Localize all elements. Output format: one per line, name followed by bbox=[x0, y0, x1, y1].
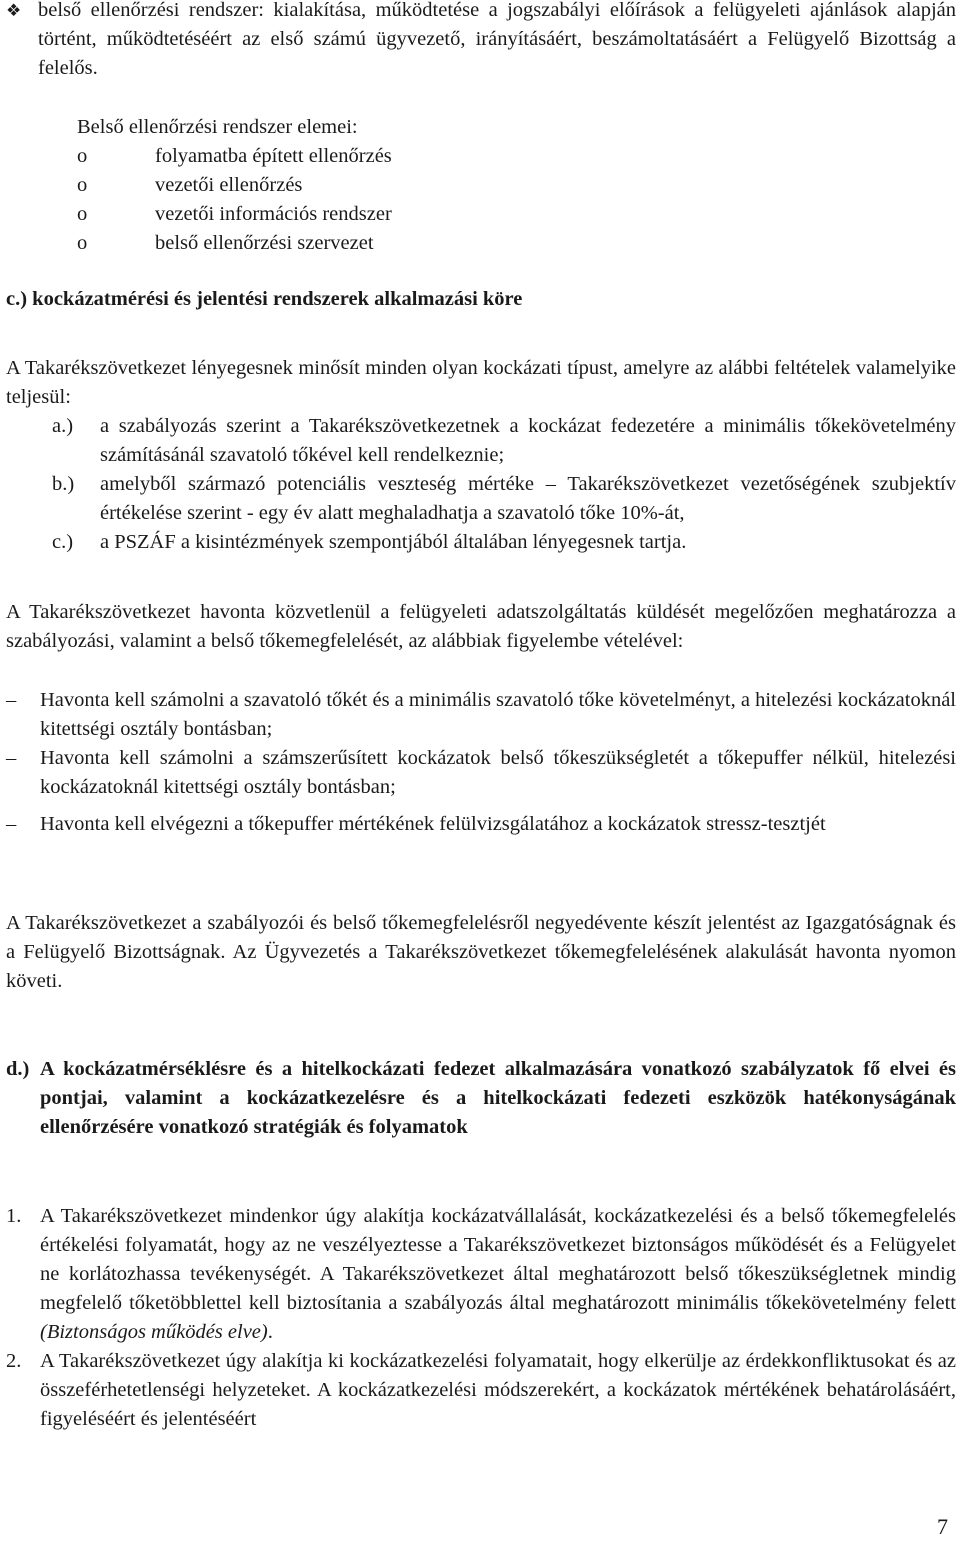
principle-note: (Biztonságos működés elve) bbox=[40, 1321, 268, 1343]
dash-bullet: – bbox=[6, 813, 17, 835]
list-item: c.) a PSZÁF a kisintézmények szempontjából általában lényegesnek tartja. bbox=[6, 528, 956, 557]
list-item: o folyamatba épített ellenőrzés bbox=[77, 142, 947, 171]
dash-bullet: – bbox=[6, 747, 17, 769]
dash-bullet: – bbox=[6, 689, 17, 711]
section-d-heading bbox=[6, 1055, 956, 1142]
materiality-intro: A Takarékszövetkezet lényegesnek minősít minden olyan kockázati típust, amelyre az alábbi feltételek valamelyike teljesül: bbox=[6, 357, 956, 408]
principles-list bbox=[6, 1202, 956, 1434]
item-number: 1. bbox=[6, 1205, 22, 1227]
item-marker: b.) bbox=[52, 473, 75, 495]
list-item: a.) a szabályozás szerint a Takarékszövetkezetnek a kockázat fedezetére a minimális tőkekövetelmény számításánál szavatoló tőkével kell rendelkeznie; bbox=[6, 412, 956, 470]
circle-bullet: o bbox=[77, 174, 88, 196]
internal-control-bullet bbox=[6, 0, 956, 83]
list-item: b.) amelyből származó potenciális veszteség mértéke – Takarékszövetkezet vezetőségének szubjektív értékelése szerint - egy év alatt meghaladhatja a szavatoló tőke 10%-át, bbox=[6, 470, 956, 528]
list-item: o vezetői ellenőrzés bbox=[77, 171, 947, 200]
quarterly-report-paragraph: A Takarékszövetkezet a szabályozói és belső tőkemegfelelésről negyedévente készít jelentést az Igazgatóságnak és a Felügyelő Bizottságnak. Az Ügyvezetés a Takarékszövetkezet tőkemegfelelésének alakulását havonta nyomon követi. bbox=[6, 912, 956, 992]
section-c-heading: c.) kockázatmérési és jelentési rendszerek alkalmazási köre bbox=[6, 288, 523, 310]
control-elements-title: Belső ellenőrzési rendszer elemei: bbox=[77, 116, 358, 138]
item-number: 2. bbox=[6, 1350, 22, 1372]
circle-bullet: o bbox=[77, 203, 88, 225]
list-item: – Havonta kell elvégezni a tőkepuffer mértékének felülvizsgálatához a kockázatok stressz-tesztjét bbox=[6, 810, 956, 839]
list-item: 1. A Takarékszövetkezet mindenkor úgy alakítja kockázatvállalását, kockázatkezelési és a belső tőkemegfelelés értékelési folyamatát, hogy az ne veszélyeztesse a Takarékszövetkezet biztonságos működését és a Felügyelet ne korlátozhassa tevékenységét. A Takarékszövetkezet által meghatározott belső tőkeszükségletnek mindig megfelelő tőketöbblettel kell biztosítania a szabályozás által meghatározott minimális tőkekövetelmény felett (Biztonságos működés elve). bbox=[6, 1202, 956, 1347]
monthly-intro: A Takarékszövetkezet havonta közvetlenül a felügyeleti adatszolgáltatás küldését megelőzően meghatározza a szabályozási, valamint a belső tőkemegfelelését, az alábbiak figyelembe vételével: bbox=[6, 601, 956, 652]
list-item: o vezetői információs rendszer bbox=[77, 200, 947, 229]
list-item: 2. A Takarékszövetkezet úgy alakítja ki kockázatkezelési folyamatait, hogy elkerülje az érdekkonfliktusokat és az összeférhetetlenségi helyzeteket. A kockázatkezelési módszerekért, a kockázatok mértékének behatárolásáért, figyeléséért és jelentéséért bbox=[6, 1347, 956, 1434]
item-marker: a.) bbox=[52, 415, 74, 437]
item-marker: c.) bbox=[52, 531, 74, 553]
internal-control-text: belső ellenőrzési rendszer: kialakítása, működtetése a jogszabályi előírások a felügyeleti ajánlások alapján történt, működtetéséért az első számú ügyvezető, irányításáért, beszámoltatásáért a Felügyelő Bizottság a felelős. bbox=[38, 0, 956, 79]
circle-bullet: o bbox=[77, 145, 88, 167]
page-number: 7 bbox=[937, 1514, 948, 1539]
section-d-title: A kockázatmérséklésre és a hitelkockázati fedezet alkalmazására vonatkozó szabályzatok fő elvei és pontjai, valamint a kockázatkezelésre és a hitelkockázati fedezeti eszközök hatékonyságának ellenőrzésére vonatkozó stratégiák és folyamatok bbox=[40, 1058, 956, 1138]
section-d-marker: d.) bbox=[6, 1058, 30, 1080]
list-item: – Havonta kell számolni a szavatoló tőkét és a minimális szavatoló tőke követelményt, a hitelezési kockázatoknál kitettségi osztály bontásban; bbox=[6, 686, 956, 744]
materiality-conditions bbox=[6, 412, 956, 557]
control-elements-list bbox=[77, 142, 947, 258]
four-petal-diamond-icon: ❖ bbox=[6, 1, 22, 20]
circle-bullet: o bbox=[77, 232, 88, 254]
list-item: o belső ellenőrzési szervezet bbox=[77, 229, 947, 258]
list-item: – Havonta kell számolni a számszerűsített kockázatok belső tőkeszükségletét a tőkepuffer nélkül, hitelezési kockázatoknál kitettségi osztály bontásban; bbox=[6, 744, 956, 802]
monthly-tasks-list bbox=[6, 686, 956, 839]
